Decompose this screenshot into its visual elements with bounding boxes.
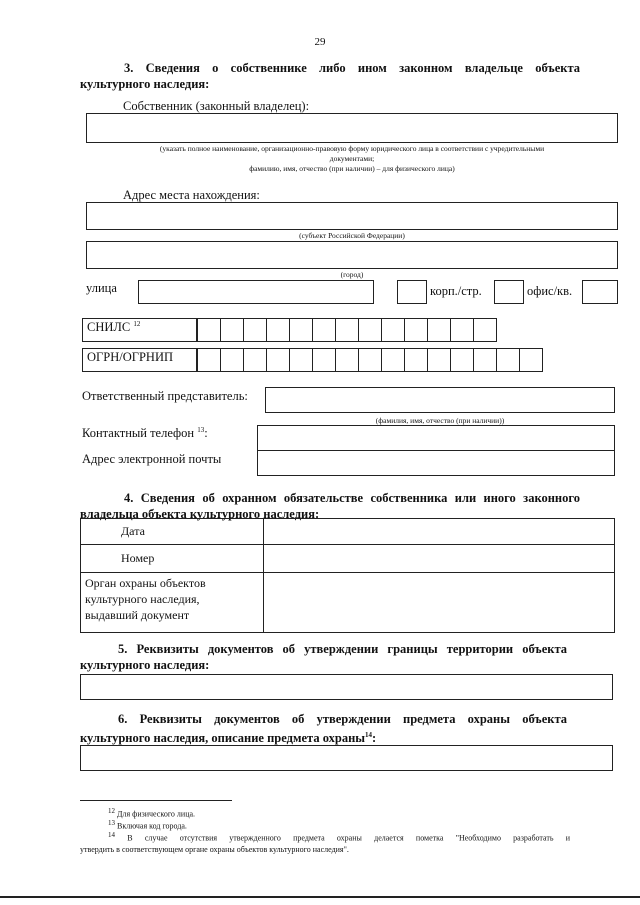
ogrn-digit-cell[interactable] <box>381 348 405 372</box>
protection-obligation-table <box>80 518 615 633</box>
phone-label-wrap: Контактный телефон $^{13}$: <box>82 426 208 441</box>
owner-hint-line1: (указать полное наименование, организационно-правовую форму юридического лица в соответствии с учредительными <box>159 144 545 153</box>
ogrn-digit-cell[interactable] <box>404 348 428 372</box>
subject-field[interactable] <box>86 202 618 230</box>
footnote-14-line1-wrap <box>80 830 570 844</box>
section5-field[interactable] <box>80 674 613 700</box>
section4-title-line1: 4. Сведения об охранном обязательстве собственника или иного законного <box>124 491 580 505</box>
owner-label: Собственник (законный владелец): <box>123 99 310 113</box>
snils-label-box <box>82 318 197 342</box>
street-label: улица <box>86 281 117 295</box>
table-row <box>81 573 615 633</box>
ogrn-label: ОГРН/ОГРНИП <box>87 350 173 364</box>
footnote-12-mark: 12 <box>108 807 115 815</box>
section6-title-line1: 6. Реквизиты документов об утверждении предмета охраны объекта <box>118 712 567 726</box>
ogrn-digit-cell[interactable] <box>266 348 290 372</box>
ogrn-digit-cell[interactable] <box>243 348 267 372</box>
snils-digit-cell[interactable] <box>197 318 221 342</box>
office-field[interactable] <box>494 280 524 304</box>
ogrn-digit-cell[interactable] <box>427 348 451 372</box>
subject-hint: (субъект Российской Федерации) <box>299 231 405 240</box>
snils-digit-cell[interactable] <box>358 318 382 342</box>
snils-label: СНИЛС <box>87 320 131 335</box>
section4-title-line2: владельца объекта культурного наследия: <box>80 507 320 521</box>
table-row <box>81 545 615 573</box>
ogrn-digit-cell[interactable] <box>473 348 497 372</box>
representative-label: Ответственный представитель: <box>82 389 248 403</box>
office-label: офис/кв. <box>527 284 573 298</box>
city-field[interactable] <box>86 241 618 269</box>
table-row <box>81 519 615 545</box>
footnote-14-line1: В случае отсутствия утвержденного предмета охраны делается пометка "Необходимо разработать и <box>127 833 571 843</box>
ogrn-digit-cell[interactable] <box>519 348 543 372</box>
ogrn-digit-cell[interactable] <box>220 348 244 372</box>
section6-field[interactable] <box>80 745 613 771</box>
building-field[interactable] <box>397 280 427 304</box>
page-number: 29 <box>314 36 326 48</box>
page-bottom-rule <box>0 896 640 898</box>
snils-digit-cell[interactable] <box>404 318 428 342</box>
ogrn-digit-cell[interactable] <box>312 348 336 372</box>
snils-digit-cell[interactable] <box>450 318 474 342</box>
ogrn-digit-cell[interactable] <box>496 348 520 372</box>
address-label: Адрес места нахождения: <box>123 188 260 202</box>
ogrn-digit-cell[interactable] <box>335 348 359 372</box>
phone-label: Контактный телефон <box>82 426 195 441</box>
snils-digit-cell[interactable] <box>289 318 313 342</box>
snils-digit-cell[interactable] <box>243 318 267 342</box>
ogrn-digit-cell[interactable] <box>450 348 474 372</box>
snils-digit-cell[interactable] <box>381 318 405 342</box>
owner-hint <box>86 144 618 174</box>
section3-title-line1: 3. Сведения о собственнике либо ином законном владельце объекта <box>124 61 580 75</box>
footnote-14-mark: 14 <box>108 831 115 839</box>
building-label: корп./стр. <box>430 284 482 298</box>
section6-title-colon: : <box>372 731 377 746</box>
section6-footnote-ref: 14 <box>365 731 373 739</box>
section5-title <box>80 641 567 673</box>
section6-title-line2-wrap <box>80 727 567 746</box>
snils-digit-cell[interactable] <box>427 318 451 342</box>
representative-hint: (фамилия, имя, отчество (при наличии)) <box>375 416 505 425</box>
ogrn-label-box <box>82 348 197 372</box>
date-label-cell <box>81 519 264 545</box>
apartment-field[interactable] <box>582 280 618 304</box>
authority-label-line3: выдавший документ <box>85 608 190 622</box>
representative-field[interactable] <box>265 387 615 413</box>
date-value-cell[interactable] <box>264 519 615 545</box>
ogrn-digit-cell[interactable] <box>289 348 313 372</box>
section6-title-line2: культурного наследия, описание предмета охраны <box>80 731 366 746</box>
ogrn-digit-cell[interactable] <box>197 348 221 372</box>
email-label: Адрес электронной почты <box>82 452 222 466</box>
authority-label-line1: Орган охраны объектов <box>85 576 206 590</box>
snils-footnote-ref: 12 <box>133 320 141 328</box>
footnote-separator <box>80 800 232 801</box>
date-label: Дата <box>121 524 145 538</box>
section3-title <box>80 60 580 92</box>
owner-hint-line3: фамилию, имя, отчество (при наличии) – для физического лица) <box>249 164 455 173</box>
phone-footnote-ref: 13 <box>197 426 205 434</box>
section6-title <box>80 711 567 746</box>
street-field[interactable] <box>138 280 374 304</box>
ogrn-digit-cell[interactable] <box>358 348 382 372</box>
email-field[interactable] <box>257 450 615 476</box>
owner-hint-line2: документами; <box>329 154 375 163</box>
snils-digit-cell[interactable] <box>220 318 244 342</box>
snils-digit-cell[interactable] <box>473 318 497 342</box>
footnote-14-line2: утвердить в соответствующем органе охраны объектов культурного наследия". <box>80 844 349 854</box>
authority-label-line2: культурного наследия, <box>85 592 200 606</box>
section5-title-line2: культурного наследия: <box>80 658 210 672</box>
snils-digit-cell[interactable] <box>266 318 290 342</box>
snils-digit-cell[interactable] <box>312 318 336 342</box>
number-label-cell <box>81 545 264 573</box>
phone-field[interactable] <box>257 425 615 451</box>
footnote-12-text: Для физического лица. <box>117 809 196 819</box>
owner-field[interactable] <box>86 113 618 143</box>
snils-digit-cell[interactable] <box>335 318 359 342</box>
number-value-cell[interactable] <box>264 545 615 573</box>
footnote-14 <box>80 830 570 855</box>
section3-title-line2: культурного наследия: <box>80 77 210 91</box>
footnote-13-text: Включая код города. <box>117 821 187 831</box>
number-label: Номер <box>121 551 155 565</box>
footnote-13-mark: 13 <box>108 819 115 827</box>
section5-title-line1: 5. Реквизиты документов об утверждении границы территории объекта <box>118 642 567 656</box>
city-hint: (город) <box>340 270 364 279</box>
authority-value-cell[interactable] <box>264 573 615 633</box>
authority-label-cell <box>81 573 264 633</box>
